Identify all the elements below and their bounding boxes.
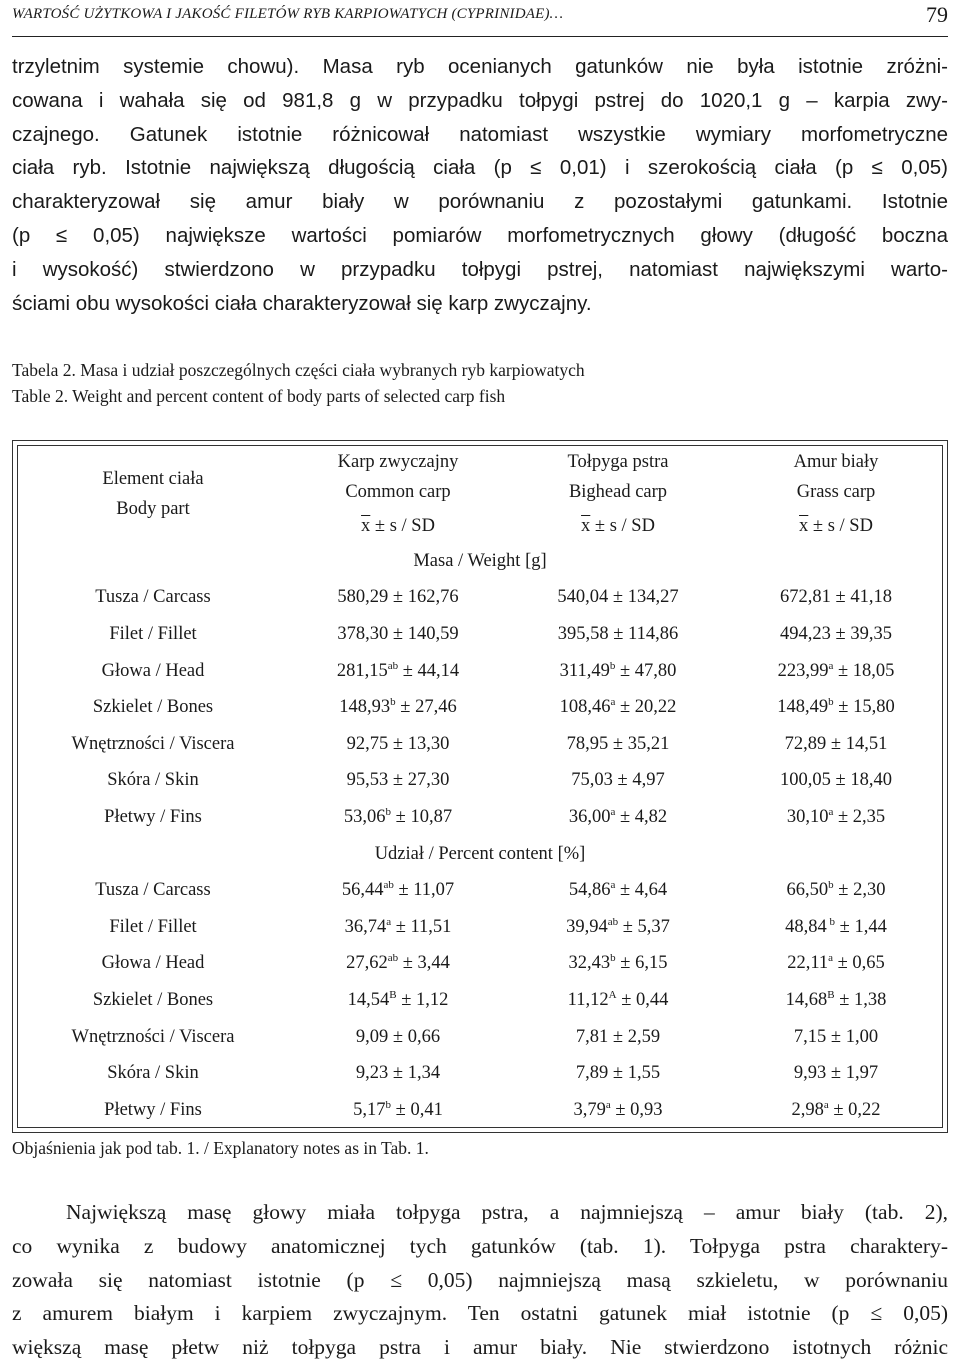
value-cell [289, 653, 507, 690]
sd-value: ± 14,51 [830, 733, 888, 754]
mean-value: 7,15 [793, 1026, 827, 1047]
mean-value: 311,49 [559, 660, 610, 681]
sd-value: ± 0,65 [837, 953, 885, 974]
value-cell [729, 580, 943, 617]
sd-value: ± 4,82 [619, 806, 668, 827]
value-cell [507, 653, 729, 690]
value-cell [729, 872, 943, 909]
sd-value: ± 1,44 [839, 916, 887, 937]
mean-value: 48,84 [785, 916, 827, 937]
significance-letter: B [827, 988, 835, 1001]
text-line: i wysokość) stwierdzono w przypadku tołpygi pstrej, natomiast największymi warto- [12, 257, 948, 281]
mean-value: 9,93 [793, 1063, 827, 1084]
species-name-en: Common carp [345, 482, 451, 502]
table-header-row [17, 445, 943, 509]
mean-value: 14,68 [785, 989, 828, 1010]
mean-value: 148,49 [777, 697, 829, 718]
element-header [17, 445, 289, 543]
mean-value: 540,04 [557, 587, 609, 608]
sd-value: ± 11,51 [395, 916, 452, 937]
page-number: 79 [926, 2, 948, 27]
significance-letter: b [828, 879, 834, 892]
value-cell [289, 689, 507, 726]
value-cell [507, 726, 729, 763]
text-line: charakteryzował się amur biały w porównaniu z pozostałymi gatunkami. Istotnie [12, 190, 948, 214]
body-part-cell: Płetwy / Fins [104, 1099, 202, 1120]
mean-value: 27,62 [346, 953, 388, 974]
value-cell [729, 1055, 943, 1092]
table-row [17, 653, 943, 690]
sd-value: ± 5,37 [622, 916, 670, 937]
sd-value: ± 44,14 [402, 660, 460, 681]
species-header-common-carp [289, 445, 507, 509]
sd-value: ± 27,30 [392, 770, 450, 791]
sd-value: ± 13,30 [392, 733, 450, 754]
mean-symbol: $\overline{x}$ [799, 515, 809, 536]
sd-value: ± 11,07 [398, 880, 455, 901]
significance-letter: ab [383, 879, 394, 892]
mean-value: 9,09 [355, 1026, 389, 1047]
mean-value: 14,54 [347, 989, 390, 1010]
value-cell [507, 1055, 729, 1092]
body-part-cell: Filet / Fillet [109, 623, 197, 644]
body-part-cell: Wnętrzności / Viscera [71, 733, 235, 754]
sd-value: ± 1,00 [830, 1026, 879, 1047]
value-cell [507, 580, 729, 617]
species-name-pl: Karp zwyczajny [337, 452, 459, 472]
sd-value: ± 140,59 [392, 623, 459, 644]
body-part-cell: Skóra / Skin [107, 770, 199, 791]
value-cell [289, 872, 507, 909]
sd-value: ± 18,05 [837, 660, 895, 681]
value-cell [289, 763, 507, 800]
mean-value: 11,12 [567, 989, 609, 1010]
table-caption-english: Table 2. Weight and percent content of body parts of selected carp fish [12, 386, 506, 406]
value-cell [507, 689, 729, 726]
mean-value: 494,23 [780, 623, 831, 644]
value-cell [507, 1092, 729, 1129]
mean-value: 66,50 [786, 880, 829, 901]
mean-value: 580,29 [337, 587, 389, 608]
stat-header [289, 509, 507, 543]
value-cell [729, 1019, 943, 1056]
significance-letter: a [610, 805, 616, 818]
mean-value: 2,98 [791, 1099, 824, 1120]
table-row [17, 946, 943, 983]
mean-value: 53,06 [343, 806, 386, 827]
significance-letter: a [386, 915, 392, 928]
mean-value: 39,94 [566, 916, 608, 937]
text-line: czajnego. Gatunek istotnie różnicował natomiast wszystkie wymiary morfometryczne [12, 122, 948, 146]
value-cell [729, 653, 943, 690]
sd-value: ± 2,30 [838, 880, 886, 901]
significance-letter: b [826, 915, 836, 928]
sd-value: ± 15,80 [838, 697, 895, 718]
significance-letter: ab [607, 915, 619, 928]
mean-value: 72,89 [784, 733, 827, 754]
text-line: zowała się natomiast istotnie (p ≤ 0,05) najmniejszą masą szkieletu, w porównaniu [12, 1267, 948, 1292]
text-line: co wynika z budowy anatomicznej tych gatunków (tab. 1). Tołpyga pstra charaktery- [12, 1233, 948, 1258]
mean-value: 56,44 [341, 880, 384, 901]
mean-value: 395,58 [557, 623, 609, 644]
species-header-bighead-carp [507, 445, 729, 509]
body-part-cell: Głowa / Head [101, 953, 205, 974]
sd-value: ± 35,21 [612, 733, 670, 754]
running-header [12, 0, 948, 37]
body-part-cell: Tusza / Carcass [95, 587, 211, 608]
stat-label: ± s / SD [370, 515, 435, 536]
text-line: Największą masę głowy miała tołpyga pstra, a najmniejszą – amur biały (tab. 2), [66, 1200, 948, 1224]
body-paragraph-top [12, 50, 948, 320]
value-cell [729, 726, 943, 763]
sd-value: ± 0,93 [615, 1099, 663, 1120]
sd-value: ± 3,44 [402, 953, 450, 974]
sd-value: ± 1,38 [839, 989, 887, 1010]
section-header-row [17, 543, 943, 580]
sd-value: ± 1,55 [612, 1063, 661, 1084]
sd-value: ± 0,22 [833, 1099, 881, 1120]
sd-value: ± 39,35 [835, 623, 892, 644]
data-table [17, 445, 943, 1129]
mean-value: 100,05 [780, 770, 831, 791]
mean-value: 75,03 [571, 770, 613, 791]
sd-value: ± 4,64 [619, 880, 668, 901]
value-cell [289, 946, 507, 983]
value-cell [289, 1092, 507, 1129]
sd-value: ± 4,97 [617, 770, 665, 791]
sd-value: ± 134,27 [612, 587, 679, 608]
body-part-cell: Głowa / Head [101, 660, 205, 681]
sd-value: ± 1,97 [830, 1063, 879, 1084]
value-cell [729, 799, 943, 836]
mean-value: 78,95 [566, 733, 609, 754]
sd-value: ± 27,46 [400, 697, 457, 718]
stat-label: ± s / SD [808, 515, 873, 536]
significance-letter: b [610, 952, 616, 965]
significance-letter: A [608, 988, 617, 1001]
value-cell [729, 1092, 943, 1129]
value-cell [729, 763, 943, 800]
value-cell [289, 982, 507, 1019]
significance-letter: a [823, 1098, 829, 1111]
mean-value: 92,75 [346, 733, 389, 754]
significance-letter: b [385, 805, 392, 818]
table-body [17, 445, 943, 1129]
text-line: (p ≤ 0,05) największe wartości pomiarów morfometrycznych głowy (długość boczna [12, 223, 948, 247]
significance-letter: b [385, 1098, 392, 1111]
value-cell [289, 1055, 507, 1092]
value-cell [289, 909, 507, 946]
value-cell [507, 982, 729, 1019]
table-row [17, 763, 943, 800]
table-footnote: Objaśnienia jak pod tab. 1. / Explanatory notes as in Tab. 1. [12, 1138, 429, 1158]
value-cell [289, 580, 507, 617]
mean-value: 378,30 [337, 623, 389, 644]
mean-value: 30,10 [786, 806, 829, 827]
text-line: większą masę płetw niż tołpyga pstra i amur biały. Nie stwierdzono istotnych różnic [12, 1335, 948, 1360]
mean-value: 108,46 [559, 697, 611, 718]
text-line: ciała ryb. Istotnie największą długością ciała (p ≤ 0,01) i szerokością ciała (p ≤ 0,05) [12, 156, 948, 180]
stat-header [507, 509, 729, 543]
sd-value: ± 0,44 [621, 989, 669, 1010]
table-row [17, 1019, 943, 1056]
sd-value: ± 6,15 [620, 953, 668, 974]
significance-letter: ab [387, 952, 399, 965]
sd-value: ± 2,59 [612, 1026, 661, 1047]
table-row [17, 689, 943, 726]
value-cell [507, 1019, 729, 1056]
sd-value: ± 18,40 [835, 770, 892, 791]
significance-letter: a [828, 805, 834, 818]
value-cell [507, 909, 729, 946]
sd-value: ± 41,18 [835, 587, 892, 608]
significance-letter: a [605, 1098, 611, 1111]
body-part-cell: Szkielet / Bones [92, 697, 214, 718]
sd-value: ± 1,34 [392, 1063, 441, 1084]
significance-letter: b [828, 696, 834, 709]
value-cell [289, 616, 507, 653]
sd-value: ± 114,86 [613, 623, 679, 644]
body-paragraph-bottom [12, 1196, 948, 1365]
mean-value: 3,79 [573, 1099, 606, 1120]
sd-value: ± 0,66 [392, 1026, 441, 1047]
mean-value: 7,89 [575, 1063, 609, 1084]
species-name-pl: Tołpyga pstra [567, 452, 669, 472]
mean-value: 672,81 [780, 587, 831, 608]
element-header-en: Body part [116, 499, 190, 519]
table-row [17, 982, 943, 1019]
species-name-pl: Amur biały [793, 452, 879, 472]
sd-value: ± 20,22 [619, 697, 677, 718]
body-part-cell: Filet / Fillet [109, 916, 197, 937]
value-cell [507, 763, 729, 800]
significance-letter: B [389, 988, 397, 1001]
text-line: z amurem białym i karpiem zwyczajnym. Ten ostatni gatunek miał istotnie (p ≤ 0,05) [12, 1301, 948, 1326]
significance-letter: b [390, 696, 396, 709]
value-cell [507, 616, 729, 653]
sd-value: ± 47,80 [619, 660, 677, 681]
significance-letter: b [609, 659, 616, 672]
table-row [17, 616, 943, 653]
significance-letter: a [828, 659, 834, 672]
species-header-grass-carp [729, 445, 943, 509]
value-cell [289, 1019, 507, 1056]
body-part-cell: Tusza / Carcass [95, 880, 211, 901]
value-cell [289, 799, 507, 836]
value-cell [729, 982, 943, 1019]
sd-value: ± 162,76 [392, 587, 459, 608]
section-title: Masa / Weight [g] [413, 550, 547, 571]
text-line: ściami obu wysokości ciała charakteryzował się karp zwyczajny. [12, 291, 592, 315]
table-row [17, 872, 943, 909]
significance-letter: a [610, 879, 616, 892]
mean-value: 36,74 [344, 916, 387, 937]
mean-value: 54,86 [568, 880, 611, 901]
species-name-en: Grass carp [796, 482, 876, 502]
sd-value: ± 1,12 [401, 989, 449, 1010]
sd-value: ± 2,35 [837, 806, 886, 827]
section-title: Udział / Percent content [%] [374, 843, 586, 864]
significance-letter: a [828, 952, 834, 965]
mean-value: 5,17 [353, 1099, 386, 1120]
table-row [17, 726, 943, 763]
table-caption-polish: Tabela 2. Masa i udział poszczególnych części ciała wybranych ryb karpiowatych [12, 360, 585, 380]
text-line: trzyletnim systemie chowu). Masa ryb ocenianych gatunków nie była istotnie zróżni- [12, 55, 948, 78]
mean-symbol: $\overline{x}$ [581, 515, 591, 536]
mean-value: 7,81 [575, 1026, 609, 1047]
mean-value: 281,15 [336, 660, 388, 681]
table-row [17, 909, 943, 946]
stat-label: ± s / SD [590, 515, 655, 536]
table-row [17, 1092, 943, 1129]
text-line: cowana i wahała się od 981,8 g w przypadku tołpygi pstrej do 1020,1 g – karpia zwy- [12, 88, 948, 112]
significance-letter: ab [387, 659, 399, 672]
mean-value: 223,99 [777, 660, 829, 681]
element-header-pl: Element ciała [102, 469, 204, 489]
mean-value: 9,23 [355, 1063, 389, 1084]
species-name-en: Bighead carp [568, 482, 668, 502]
mean-value: 22,11 [787, 953, 829, 974]
value-cell [729, 946, 943, 983]
body-part-cell: Płetwy / Fins [104, 806, 202, 827]
value-cell [289, 726, 507, 763]
significance-letter: a [610, 696, 616, 709]
mean-value: 36,00 [568, 806, 611, 827]
value-cell [507, 872, 729, 909]
body-part-cell: Wnętrzności / Viscera [71, 1026, 235, 1047]
table-row [17, 1055, 943, 1092]
mean-value: 32,43 [568, 953, 611, 974]
value-cell [729, 616, 943, 653]
section-header-row [17, 836, 943, 873]
table-row [17, 580, 943, 617]
value-cell [729, 689, 943, 726]
body-part-cell: Szkielet / Bones [92, 989, 214, 1010]
stat-header [729, 509, 943, 543]
table-row [17, 799, 943, 836]
running-title: WARTOŚĆ UŻYTKOWA I JAKOŚĆ FILETÓW RYB KARPIOWATYCH (CYPRINIDAE)… [12, 6, 564, 22]
mean-value: 95,53 [346, 770, 389, 791]
sd-value: ± 10,87 [395, 806, 453, 827]
sd-value: ± 0,41 [395, 1099, 443, 1120]
mean-value: 148,93 [339, 697, 391, 718]
body-part-cell: Skóra / Skin [107, 1063, 199, 1084]
value-cell [729, 909, 943, 946]
mean-symbol: $\overline{x}$ [361, 515, 371, 536]
value-cell [507, 799, 729, 836]
value-cell [507, 946, 729, 983]
